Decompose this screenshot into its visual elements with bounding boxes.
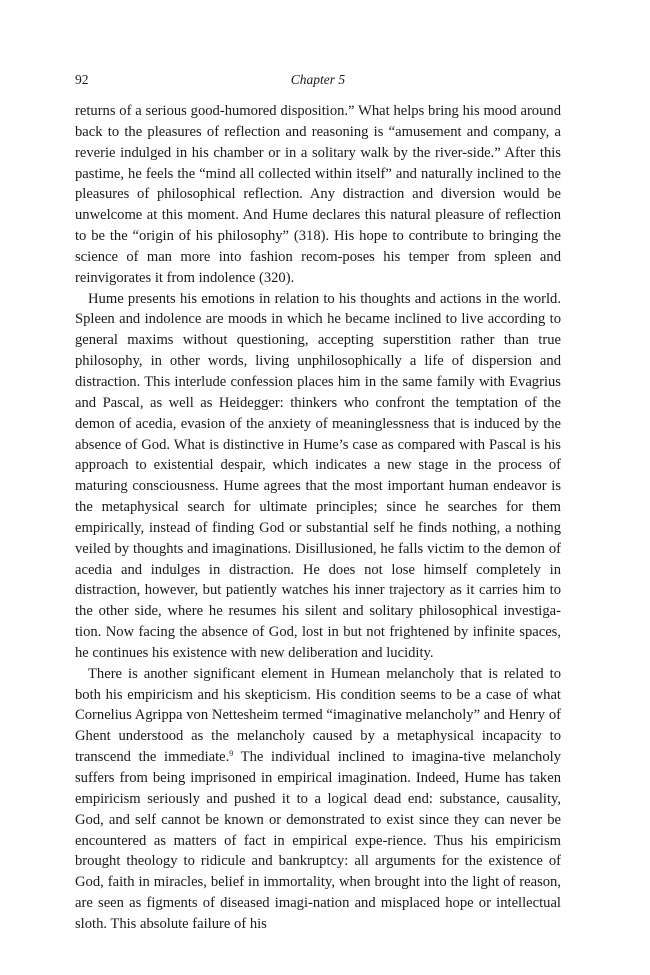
paragraph-3 xyxy=(75,664,561,935)
paragraph-1: returns of a serious good-humored disposition.” What helps bring his mood around back to the pleasures of reflection and reasoning is “amusement and company, a reverie indulged in his chamber or in a solitary walk by the river-side.” After this pastime, he feels the “mind all collected within itself” and naturally inclined to the pleasures of philosophical reflection. Any distraction and diversion would be unwelcome at this moment. And Hume declares this natural pleasure of reflection to be the “origin of his philosophy” (318). His hope to contribute to bringing the science of man more into fashion recom-poses his temper from spleen and reinvigorates it from indolence (320). xyxy=(75,103,561,286)
book-page xyxy=(75,70,561,935)
body-text xyxy=(75,101,561,935)
chapter-title: Chapter 5 xyxy=(290,72,346,87)
page-number: 92 xyxy=(75,72,89,87)
paragraph-3-text-before-note: There is another significant element in Humean melancholy that is related to both his empiricism and his skepticism. His condition seems to be a case of what Cornelius Agrippa von Nettesheim termed “imaginative melancholy” and Henry of Ghent understood as the melancholy caused by a metaphysical incapacity to transcend the immediate. xyxy=(75,665,561,766)
running-head xyxy=(75,70,561,90)
paragraph-2: Hume presents his emotions in relation to his thoughts and actions in the world. Spleen and indolence are moods in which he became inclined to live according to general maxims without questioning, accepting superstition rather than true philosophy, in other words, living unphilosophically a life of dispersion and distraction. This interlude confession places him in the same family with Evagrius and Pascal, as well as Heidegger: thinkers who confront the temptation of the demon of acedia, evasion of the anxiety of meaninglessness that is induced by the absence of God. What is distinctive in Hume’s case as compared with Pascal is his approach to existential despair, which indicates a new stage in the process of maturing consciousness. Hume agrees that the most important human endeavor is the metaphysical search for ultimate principles; since he searches for them empirically, instead of finding God or substantial self he finds nothing, a nothing veiled by thoughts and imaginations. Disillusioned, he falls victim to the demon of acedia and indulges in distraction. He does not lose himself completely in distraction, however, but patiently watches his inner trajectory as it carries him to the other side, where he resumes his silent and solitary philosophical investiga-tion. Now facing the absence of God, lost in but not frightened by infinite spaces, he continues his existence with new deliberation and lucidity. xyxy=(75,290,561,661)
paragraph-3-text-after-note: The individual inclined to imagina-tive melancholy suffers from being imprisoned in empirical imagination. Indeed, Hume has taken empiricism seriously and pushed it to a logical dead end: substance, causality, God, and self cannot be known or demonstrated to exist since they can never be encountered as matters of fact in empirical expe-rience. Thus his empiricism brought theology to ridicule and bankruptcy: all arguments for the existence of God, faith in miracles, belief in immortality, when brought into the light of reason, are seen as figments of diseased imagi-nation and misplaced hope or intellectual sloth. This absolute failure of his xyxy=(75,749,561,932)
footnote-marker[interactable]: 9 xyxy=(229,749,234,759)
